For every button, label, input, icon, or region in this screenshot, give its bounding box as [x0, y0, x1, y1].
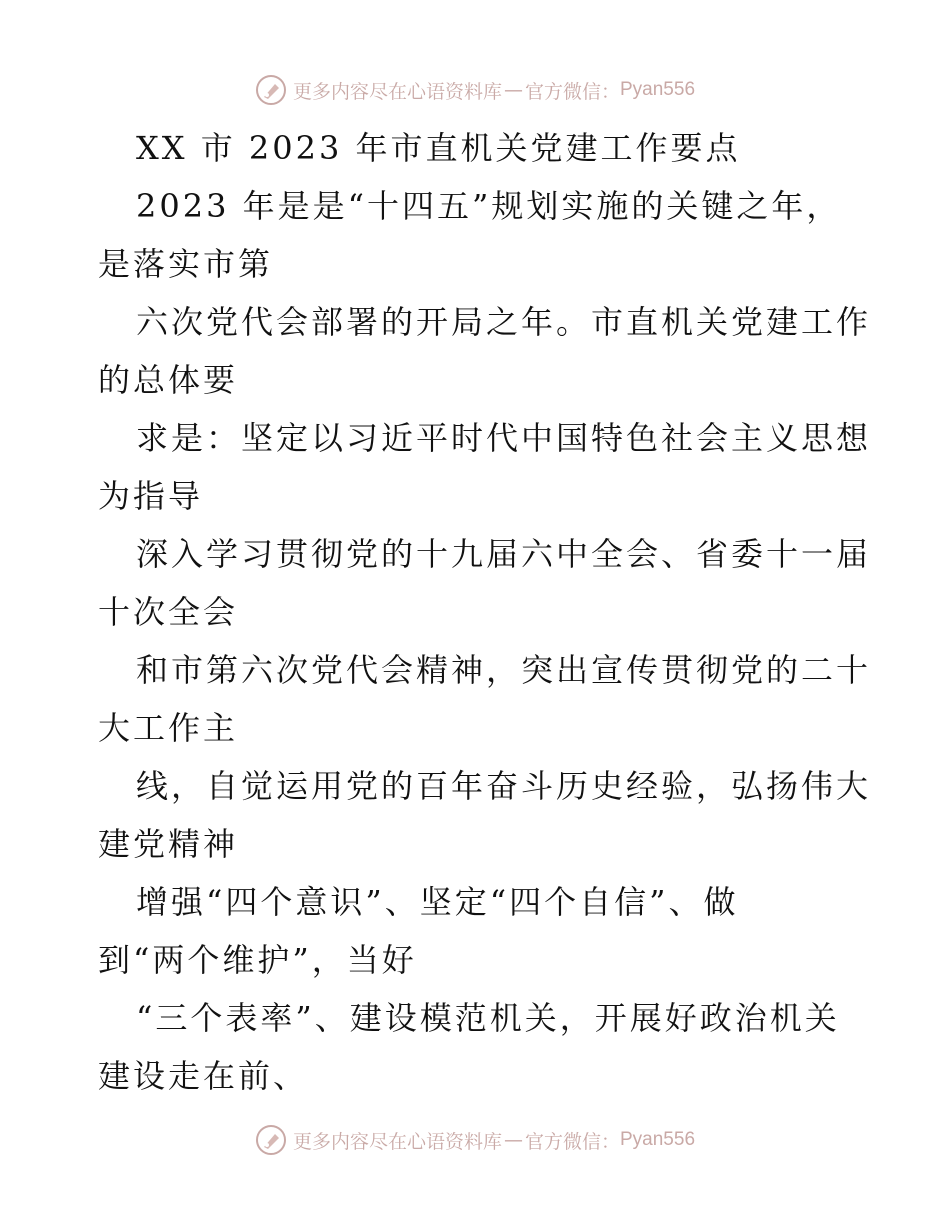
- text-line: 为指导: [98, 477, 204, 515]
- watermark-wechat-label: 官方微信：: [524, 1130, 620, 1153]
- watermark-wechat-id: Pyan556: [620, 1129, 696, 1150]
- text-line: 十次全会: [98, 593, 239, 631]
- text-line: 大工作主: [98, 709, 239, 747]
- text-line: “三个表率”、建设模范机关，开展好政治机关: [136, 999, 840, 1037]
- watermark-separator: —: [503, 1129, 523, 1151]
- text-line: 到“两个维护”，当好: [98, 941, 417, 979]
- watermark-separator: —: [503, 79, 523, 101]
- text-line: 是落实市第: [98, 245, 274, 283]
- text-line: 的总体要: [98, 361, 239, 399]
- watermark-wechat-label: 官方微信：: [524, 80, 620, 103]
- watermark-wechat-id: Pyan556: [620, 79, 696, 100]
- watermark-text: 更多内容尽在心语资料库: [292, 1130, 502, 1153]
- text-line: 增强“四个意识”、坚定“四个自信”、做: [136, 883, 739, 921]
- text-line: 建党精神: [98, 825, 239, 863]
- text-line: 六次党代会部署的开局之年。市直机关党建工作: [136, 303, 872, 341]
- footer-watermark: [0, 1122, 950, 1158]
- watermark-text: 更多内容尽在心语资料库: [292, 80, 502, 103]
- text-line: 线，自觉运用党的百年奋斗历史经验，弘扬伟大: [136, 767, 872, 805]
- text-line: 和市第六次党代会精神，突出宣传贯彻党的二十: [136, 651, 872, 689]
- text-line: 深入学习贯彻党的十九届六中全会、省委十一届: [136, 535, 872, 573]
- pen-nib-logo-icon: [255, 1124, 287, 1156]
- text-line: 求是：坚定以习近平时代中国特色社会主义思想: [136, 419, 872, 457]
- text-line: 2023 年是是“十四五”规划实施的关键之年，: [136, 187, 842, 225]
- text-line: 建设走在前、: [98, 1057, 309, 1095]
- header-watermark: [0, 72, 950, 108]
- pen-nib-logo-icon: [255, 74, 287, 106]
- document-title: XX 市 2023 年市直机关党建工作要点: [136, 129, 741, 167]
